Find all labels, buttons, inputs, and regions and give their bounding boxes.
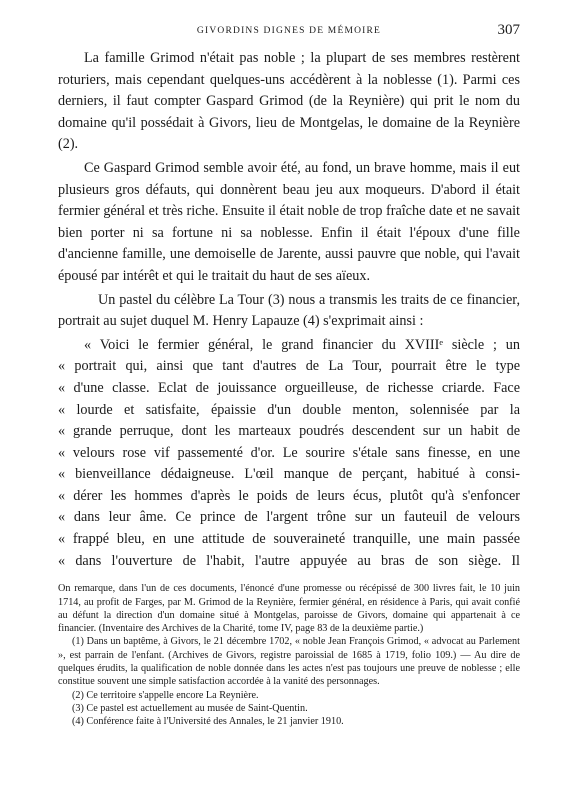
quote-line: « grande perruque, dont les marteaux poudrés descendent sur un habit de <box>58 423 520 440</box>
paragraph: La famille Grimod n'était pas noble ; la plupart de ses membres restèrent roturiers, mais cependant quelques-uns accédèrent à la noblesse (1). Parmi ces derniers, il faut compter Gaspard Grimod (de la Reynière) qui prit le nom du domaine qu'il possédait à Givors, lieu de Montgelas, le domaine de la Reynière (2). <box>58 50 520 153</box>
page-number: 307 <box>497 22 520 38</box>
footnote-2: (2) Ce territoire s'appelle encore La Reynière. <box>72 689 259 701</box>
paragraph: Un pastel du célèbre La Tour (3) nous a transmis les traits de ce financier, portrait au sujet duquel M. Henry Lapauze (4) s'exprimait ainsi : <box>58 291 520 330</box>
footnote-1: (1) Dans un baptême, à Givors, le 21 décembre 1702, « noble Jean François Grimod, « advocat au Parlement », est parrain de l'enfant. (Archives de Givors, registre paroissial de 1685 à 1719, folio 109.) — Au dire de quelques érudits, la qualification de noble donnée dans les actes n'est pas toujours une preuve de noblesse ; elle constitue souvent une simple satisfaction accordée à la vanité des personnages. <box>58 636 520 688</box>
quote-line: « lourde et satisfaite, épaissie d'un double menton, solennisée par la <box>58 401 520 418</box>
quote-line: « dérer les hommes d'après le poids de leurs écus, plutôt qu'à s'enfoncer <box>58 487 520 504</box>
quote-line: « d'une classe. Eclat de jouissance orgueilleuse, de richesse criarde. Face <box>58 379 520 396</box>
footnote-4: (4) Conférence faite à l'Université des Annales, le 21 janvier 1910. <box>72 716 344 728</box>
main-text <box>58 48 520 572</box>
book-page <box>58 22 520 729</box>
quote-line: « dans leur âme. Ce prince de l'argent trône sur un fauteuil de velours <box>58 509 520 526</box>
quote-line: « dans l'ouverture de l'habit, l'autre appuyée au bras de son siège. Il <box>58 552 520 569</box>
footnotes <box>58 582 520 728</box>
quote-line: « Voici le fermier général, le grand financier du XVIIIᵉ siècle ; un <box>84 336 520 353</box>
quote-line: « bienveillance dédaigneuse. L'œil manque de perçant, habitué à consi- <box>58 466 520 483</box>
quote-line: « frappé bleu, en une attitude de souveraineté tranquille, une main passée <box>58 531 520 548</box>
paragraph: Ce Gaspard Grimod semble avoir été, au fond, un brave homme, mais il eut plusieurs gros défauts, qui donnèrent beau jeu aux moqueurs. D'abord il était fermier général et très riche. Ensuite il était noble de trop fraîche date et ne savait bien porter ni sa fortune ni sa noblesse. Enfin il était l'époux d'une fille d'ancienne famille, une demoiselle de Jarente, aussi pauvre que noble, qui l'avait épousé par intérêt et qui le traitait du haut de ses aïeux. <box>58 159 520 284</box>
quote-line: « portrait qui, ainsi que tant d'autres de La Tour, pourrait être le type <box>58 358 520 375</box>
footnote-continuation: On remarque, dans l'un de ces documents, l'énoncé d'une promesse ou récépissé de 300 livres fait, le 10 juin 1714, au profit de Farges, par M. Grimod de la Reynière, fermier général, en résidence à Paris, qui avait confié au défunt la direction d'un domaine situé à Montgelas, paroisse de Givors, domaine qui appartenait à ce financier. (Inventaire des Archives de la Charité, tome IV, page 83 de la deuxième partie.) <box>58 583 520 635</box>
page-header <box>58 22 520 42</box>
quote-line: « velours rose vif passementé d'or. Le sourire s'étale sans finesse, en une <box>58 444 520 461</box>
block-quote <box>58 335 520 573</box>
running-title: GIVORDINS DIGNES DE MÉMOIRE <box>196 26 382 36</box>
footnote-3: (3) Ce pastel est actuellement au musée de Saint-Quentin. <box>72 702 308 714</box>
